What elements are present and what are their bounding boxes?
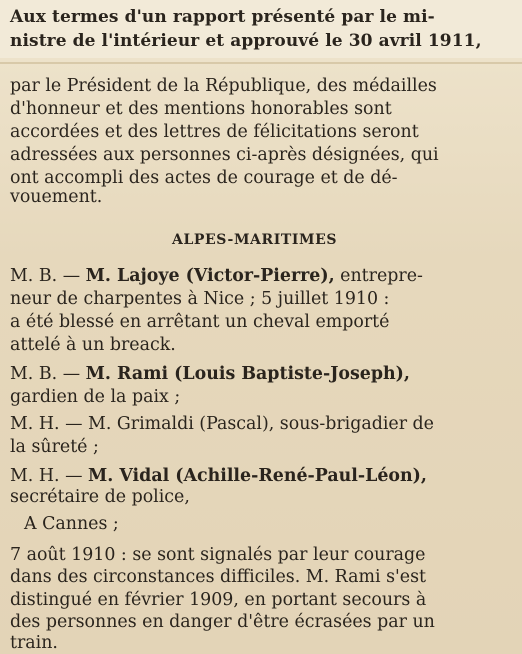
entry-1-line-2: neur de charpentes à Nice ; 5 juillet 1910 :	[10, 289, 390, 309]
intro-line-1: Aux termes d'un rapport présenté par le mi-	[10, 7, 435, 27]
paragraph-line-2: d'honneur et des mentions honorables sont	[10, 99, 392, 119]
entry-4-first-line	[10, 466, 427, 486]
closing-line-4: distingué en février 1909, en portant secours à	[10, 590, 427, 610]
closing-line-5: des personnes en danger d'être écrasées par un	[10, 612, 435, 632]
closing-line-3: dans des circonstances difficiles. M. Rami s'est	[10, 567, 426, 587]
paragraph-line-6: vouement.	[10, 187, 103, 207]
entry-4-prefix: M. H. —	[10, 466, 89, 486]
entry-4-line-2: secrétaire de police,	[10, 487, 190, 507]
entry-3-rest: sous-brigadier de	[274, 414, 434, 434]
closing-line-1: A Cannes ;	[24, 514, 119, 534]
intro-line-2: nistre de l'intérieur et approuvé le 30 avril 1911,	[10, 31, 482, 51]
entry-3-line-2: la sûreté ;	[10, 437, 99, 457]
entry-1-prefix: M. B. —	[10, 266, 86, 286]
entry-1-line-4: attelé à un breack.	[10, 335, 176, 355]
entry-3-first-line	[10, 414, 434, 434]
paragraph-line-5: ont accompli des actes de courage et de dé-	[10, 168, 398, 188]
entry-2-line-2: gardien de la paix ;	[10, 387, 181, 407]
clipping-divider	[0, 62, 522, 64]
paragraph-line-4: adressées aux personnes ci-après désignées, qui	[10, 145, 439, 165]
closing-line-2: 7 août 1910 : se sont signalés par leur courage	[10, 545, 426, 565]
paragraph-line-3: accordées et des lettres de félicitations seront	[10, 122, 419, 142]
entry-2-first-line	[10, 364, 410, 384]
entry-2-prefix: M. B. —	[10, 364, 86, 384]
entry-1-rest: entrepre-	[334, 266, 423, 286]
entry-2-name: M. Rami (Louis Baptiste-Joseph),	[85, 364, 410, 384]
entry-3-prefix: M. H. —	[10, 414, 89, 434]
section-heading: ALPES-MARITIMES	[172, 232, 338, 248]
paragraph-line-1: par le Président de la République, des médailles	[10, 76, 437, 96]
entry-1-name: M. Lajoye (Victor-Pierre),	[85, 266, 335, 286]
entry-4-name: M. Vidal (Achille-René-Paul-Léon),	[88, 466, 427, 486]
entry-1-line-3: a été blessé en arrêtant un cheval emporté	[10, 312, 390, 332]
entry-1-first-line	[10, 266, 423, 286]
closing-line-6: train.	[10, 633, 58, 653]
entry-3-name: M. Grimaldi (Pascal),	[88, 414, 275, 434]
